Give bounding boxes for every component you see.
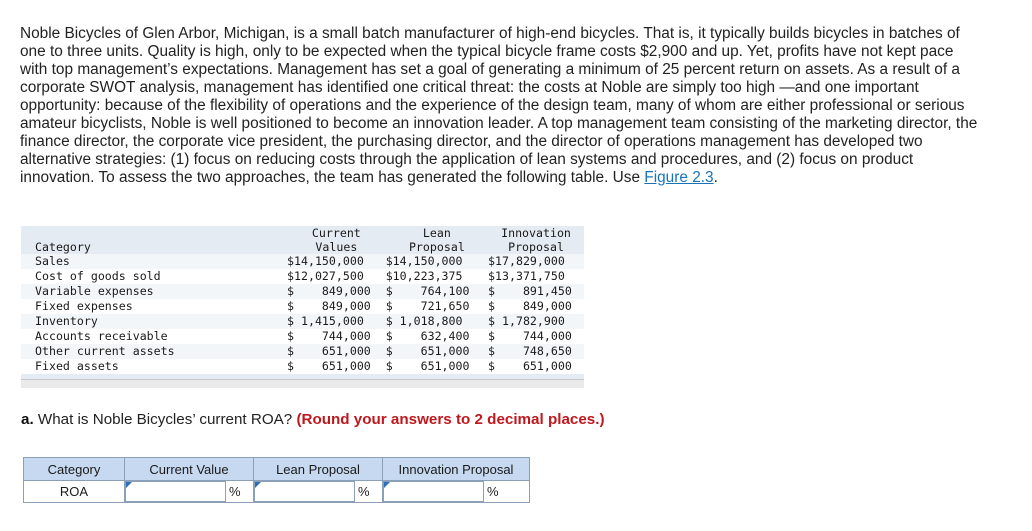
header-category: Category bbox=[35, 240, 91, 254]
row-current: $14,150,000 bbox=[287, 254, 386, 269]
row-innovation: $17,829,000 bbox=[488, 254, 584, 269]
row-lean: $ 1,018,800 bbox=[386, 314, 488, 329]
row-lean: $14,150,000 bbox=[386, 254, 488, 269]
row-innovation: $ 651,000 bbox=[488, 359, 584, 374]
answer-header-category: Category bbox=[24, 458, 125, 481]
row-category: Sales bbox=[21, 254, 287, 269]
answer-row-roa bbox=[24, 481, 530, 503]
answer-table bbox=[23, 457, 530, 503]
row-lean: $ 721,650 bbox=[386, 299, 488, 314]
answer-header-current: Current Value bbox=[125, 458, 254, 481]
problem-text: Noble Bicycles of Glen Arbor, Michigan, is a small batch manufacturer of high-end bicycles. That is, it typically builds bicycles in batches of one to three units. Quality is high, only to be expected when the typical bicycle frame costs $2,900 and up. Yet, profits have not kept pace with top management’s expectations. Management has set a goal of generating a minimum of 25 percent return on assets. As a result of a corporate SWOT analysis, management has identified one critical threat: the costs at Noble are simply too high —and one important opportunity: because of the flexibility of operations and the experience of the design team, many of whom are either professional or serious amateur bicyclists, Noble is well positioned to become an innovation leader. A top management team consisting of the marketing director, the finance director, the corporate vice president, the purchasing director, and the director of operations management has developed two alternative strategies: (1) focus on reducing costs through the application of lean systems and procedures, and (2) focus on product innovation. To assess the two approaches, the team has generated the following table. Use bbox=[20, 25, 978, 186]
row-category: Accounts receivable bbox=[21, 329, 287, 344]
table-row bbox=[21, 299, 584, 314]
row-category: Fixed expenses bbox=[21, 299, 287, 314]
row-lean: $10,223,375 bbox=[386, 269, 488, 284]
row-current: $ 1,415,000 bbox=[287, 314, 386, 329]
question-text: What is Noble Bicycles’ current ROA? bbox=[33, 411, 297, 428]
table-row bbox=[21, 329, 584, 344]
header-lean-line1: Lean bbox=[422, 226, 451, 240]
row-lean: $ 764,100 bbox=[386, 284, 488, 299]
rounding-instruction: (Round your answers to 2 decimal places.) bbox=[296, 411, 605, 428]
percent-sign: % bbox=[487, 484, 499, 499]
table-row bbox=[21, 314, 584, 329]
current-roa-input[interactable] bbox=[125, 481, 226, 502]
row-category: Fixed assets bbox=[21, 359, 287, 374]
data-table bbox=[21, 226, 584, 374]
row-lean: $ 651,000 bbox=[386, 359, 488, 374]
row-current: $ 849,000 bbox=[287, 284, 386, 299]
row-current: $ 849,000 bbox=[287, 299, 386, 314]
header-current-line1: Current bbox=[311, 226, 361, 240]
table-row bbox=[21, 284, 584, 299]
row-innovation: $ 891,450 bbox=[488, 284, 584, 299]
lean-roa-input[interactable] bbox=[254, 481, 355, 502]
table-row bbox=[21, 269, 584, 284]
answer-row-label: ROA bbox=[24, 481, 125, 503]
link-suffix: . bbox=[713, 169, 718, 186]
question-label: a. bbox=[21, 411, 34, 428]
table-scroll-bar bbox=[21, 379, 584, 388]
header-innovation-line2: Proposal bbox=[508, 240, 564, 254]
table-row bbox=[21, 254, 584, 269]
header-lean-line2: Proposal bbox=[408, 240, 465, 254]
data-table-container bbox=[21, 226, 584, 388]
row-current: $ 651,000 bbox=[287, 359, 386, 374]
row-innovation: $ 849,000 bbox=[488, 299, 584, 314]
table-row bbox=[21, 344, 584, 359]
row-category: Inventory bbox=[21, 314, 287, 329]
row-current: $12,027,500 bbox=[287, 269, 386, 284]
answer-header-innovation: Innovation Proposal bbox=[383, 458, 530, 481]
percent-sign: % bbox=[358, 484, 370, 499]
row-lean: $ 632,400 bbox=[386, 329, 488, 344]
percent-sign: % bbox=[229, 484, 241, 499]
row-category: Variable expenses bbox=[21, 284, 287, 299]
question-a bbox=[21, 411, 605, 428]
innovation-roa-input[interactable] bbox=[383, 481, 484, 502]
problem-statement bbox=[20, 25, 980, 187]
row-innovation: $13,371,750 bbox=[488, 269, 584, 284]
row-category: Cost of goods sold bbox=[21, 269, 287, 284]
row-current: $ 651,000 bbox=[287, 344, 386, 359]
row-innovation: $ 744,000 bbox=[488, 329, 584, 344]
table-row bbox=[21, 359, 584, 374]
answer-header-lean: Lean Proposal bbox=[254, 458, 383, 481]
figure-link[interactable]: Figure 2.3 bbox=[644, 169, 714, 186]
row-lean: $ 651,000 bbox=[386, 344, 488, 359]
row-category: Other current assets bbox=[21, 344, 287, 359]
row-innovation: $ 1,782,900 bbox=[488, 314, 584, 329]
header-current-line2: Values bbox=[315, 240, 358, 254]
row-current: $ 744,000 bbox=[287, 329, 386, 344]
header-innovation-line1: Innovation bbox=[501, 226, 571, 240]
row-innovation: $ 748,650 bbox=[488, 344, 584, 359]
